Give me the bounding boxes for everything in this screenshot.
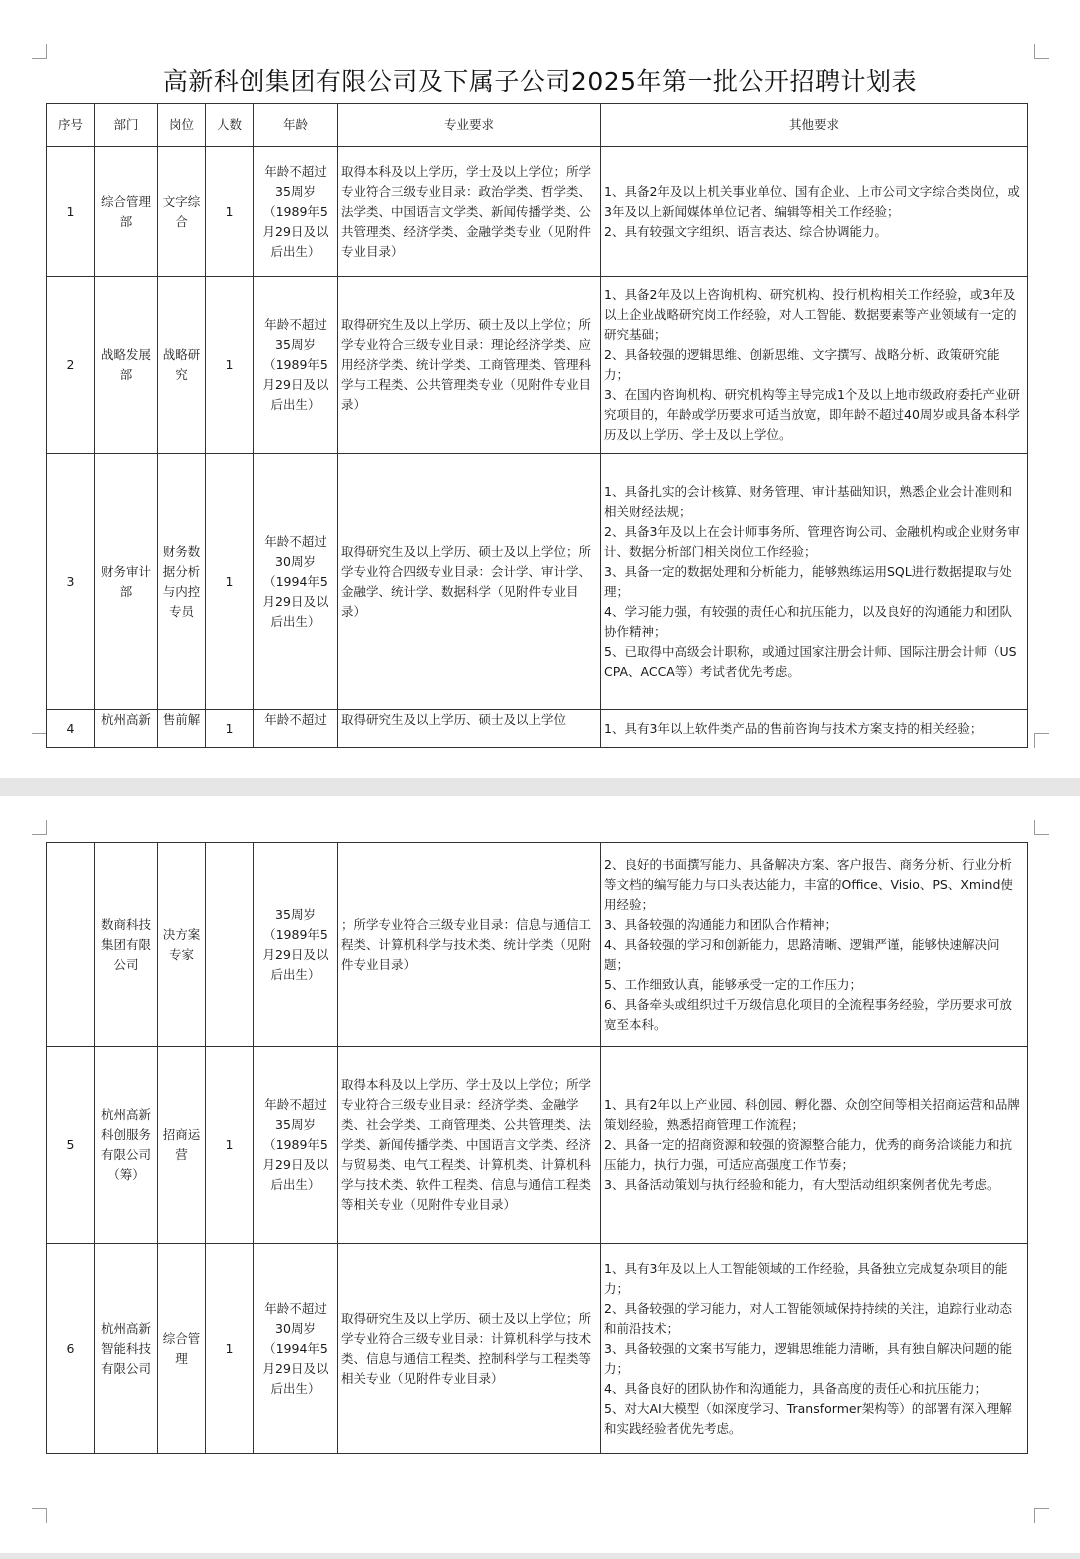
crop-mark xyxy=(1034,44,1049,59)
table-row xyxy=(47,277,1028,454)
crop-mark xyxy=(32,733,47,748)
count-cell: 1 xyxy=(206,1047,254,1244)
requirement-line: 2、具备较强的学习能力，对人工智能领域保持持续的关注，追踪行业动态和前沿技术； xyxy=(604,1300,1012,1336)
table-header-row xyxy=(47,104,1028,147)
other-cell xyxy=(601,710,1028,748)
post-cell: 文字综合 xyxy=(158,147,206,277)
other-cell xyxy=(601,147,1028,277)
major-cell: 取得研究生及以上学历、硕士及以上学位；所学专业符合三级专业目录：计算机科学与技术类、信息与通信工程类、控制科学与工程类等相关专业（见附件专业目录） xyxy=(338,1244,601,1454)
requirement-line: 2、良好的书面撰写能力、具备解决方案、客户报告、商务分析、行业分析等文档的编写能力与口头表达能力，丰富的Office、Visio、PS、Xmind使用经验； xyxy=(604,856,1013,912)
post-cell: 决方案专家 xyxy=(158,843,206,1047)
age-cell: 年龄不超过30周岁（1994年5月29日及以后出生） xyxy=(254,454,338,710)
major-cell: 取得研究生及以上学历、硕士及以上学位；所学专业符合三级专业目录：理论经济学类、应用经济学类、统计学类、工商管理类、管理科学与工程类、公共管理类专业（见附件专业目录） xyxy=(338,277,601,454)
seq-cell xyxy=(47,843,95,1047)
crop-mark xyxy=(32,1508,47,1523)
table-row xyxy=(47,1244,1028,1454)
table-row xyxy=(47,1047,1028,1244)
major-cell: 取得本科及以上学历，学士及以上学位；所学专业符合三级专业目录：政治学类、哲学类、法学类、中国语言文学类、新闻传播学类、公共管理类、经济学类、金融学类专业（见附件专业目录） xyxy=(338,147,601,277)
document-page-1 xyxy=(0,0,1080,778)
count-cell: 1 xyxy=(206,147,254,277)
header-cell: 年龄 xyxy=(254,104,338,147)
requirement-line: 1、具备扎实的会计核算、财务管理、审计基础知识，熟悉企业会计准则和相关财经法规； xyxy=(604,483,1012,519)
age-cell: 年龄不超过35周岁（1989年5月29日及以后出生） xyxy=(254,147,338,277)
seq-cell: 3 xyxy=(47,454,95,710)
other-cell xyxy=(601,454,1028,710)
other-cell xyxy=(601,1047,1028,1244)
other-cell xyxy=(601,277,1028,454)
requirement-line: 4、学习能力强，有较强的责任心和抗压能力，以及良好的沟通能力和团队协作精神； xyxy=(604,603,1012,639)
requirement-line: 3、具备较强的文案书写能力，逻辑思维能力清晰，具有独自解决问题的能力； xyxy=(604,1340,1012,1376)
post-cell: 战略研究 xyxy=(158,277,206,454)
requirement-line: 2、具备一定的招商资源和较强的资源整合能力，优秀的商务洽谈能力和抗压能力，执行力强，可适应高强度工作节奏； xyxy=(604,1137,1012,1172)
requirement-line: 1、具备2年及以上咨询机构、研究机构、投行机构相关工作经验，或3年及以上企业战略研究岗工作经验，对人工智能、数据要素等产业领域有一定的研究基础； xyxy=(604,287,1017,342)
crop-mark xyxy=(32,44,47,59)
header-cell: 其他要求 xyxy=(601,104,1028,147)
recruitment-table xyxy=(46,103,1028,748)
age-cell: 年龄不超过30周岁（1994年5月29日及以后出生） xyxy=(254,1244,338,1454)
requirement-line: 2、具备较强的逻辑思维、创新思维、文字撰写、战略分析、政策研究能力； xyxy=(604,347,1000,382)
requirement-line: 3、具备较强的沟通能力和团队合作精神； xyxy=(604,916,837,932)
count-cell: 1 xyxy=(206,1244,254,1454)
age-cell: 年龄不超过35周岁（1989年5月29日及以后出生） xyxy=(254,277,338,454)
requirement-line: 5、已取得中高级会计职称，或通过国家注册会计师、国际注册会计师（US CPA、ACCA等）考试者优先考虑。 xyxy=(604,643,1017,679)
requirement-line: 3、具备一定的数据处理和分析能力，能够熟练运用SQL进行数据提取与处理； xyxy=(604,563,1012,599)
seq-cell: 4 xyxy=(47,710,95,748)
requirement-line: 2、具有较强文字组织、语言表达、综合协调能力。 xyxy=(604,223,887,239)
table-row xyxy=(47,147,1028,277)
crop-mark xyxy=(32,820,47,835)
table-row xyxy=(47,454,1028,710)
dept-cell: 杭州高新科创服务有限公司（筹） xyxy=(95,1047,158,1244)
header-cell: 人数 xyxy=(206,104,254,147)
post-cell: 售前解 xyxy=(158,710,206,748)
requirement-line: 5、对大AI大模型（如深度学习、Transformer架构等）的部署有深入理解和实践经验者优先考虑。 xyxy=(604,1400,1012,1436)
seq-cell: 6 xyxy=(47,1244,95,1454)
document-page-2 xyxy=(0,796,1080,1553)
seq-cell: 5 xyxy=(47,1047,95,1244)
dept-cell: 综合管理部 xyxy=(95,147,158,277)
requirement-line: 1、具有3年及以上人工智能领域的工作经验，具备独立完成复杂项目的能力； xyxy=(604,1260,1008,1296)
post-cell: 招商运营 xyxy=(158,1047,206,1244)
dept-cell: 杭州高新 xyxy=(95,710,158,748)
requirement-line: 2、具备3年及以上在会计师事务所、管理咨询公司、金融机构或企业财务审计、数据分析部门相关岗位工作经验； xyxy=(604,523,1020,559)
count-cell: 1 xyxy=(206,454,254,710)
other-cell xyxy=(601,843,1028,1047)
requirement-line: 5、工作细致认真，能够承受一定的工作压力； xyxy=(604,976,862,992)
requirement-line: 4、具备良好的团队协作和沟通能力，具备高度的责任心和抗压能力； xyxy=(604,1380,987,1396)
crop-mark xyxy=(1034,733,1049,748)
dept-cell: 数商科技集团有限公司 xyxy=(95,843,158,1047)
count-cell xyxy=(206,843,254,1047)
post-cell: 财务数据分析与内控专员 xyxy=(158,454,206,710)
requirement-line: 4、具备较强的学习和创新能力，思路清晰、逻辑严谨，能够快速解决问题； xyxy=(604,936,1000,972)
header-cell: 岗位 xyxy=(158,104,206,147)
table-row xyxy=(47,710,1028,748)
age-cell: 35周岁（1989年5月29日及以后出生） xyxy=(254,843,338,1047)
dept-cell: 杭州高新智能科技有限公司 xyxy=(95,1244,158,1454)
requirement-line: 6、具备牵头或组织过千万级信息化项目的全流程事务经验，学历要求可放宽至本科。 xyxy=(604,996,1012,1032)
major-cell: 取得研究生及以上学历、硕士及以上学位；所学专业符合四级专业目录：会计学、审计学、金融学、统计学、数据科学（见附件专业目录） xyxy=(338,454,601,710)
post-cell: 综合管理 xyxy=(158,1244,206,1454)
major-cell: 取得本科及以上学历、学士及以上学位；所学专业符合三级专业目录：经济学类、金融学类、社会学类、工商管理类、公共管理类、法学类、新闻传播学类、中国语言文学类、经济与贸易类、电气工程类、计算机类、计算机科学与技术类、软件工程类、信息与通信工程类等相关专业（见附件专业目录） xyxy=(338,1047,601,1244)
major-cell: 取得研究生及以上学历、硕士及以上学位 xyxy=(338,710,601,748)
seq-cell: 2 xyxy=(47,277,95,454)
document-title: 高新科创集团有限公司及下属子公司2025年第一批公开招聘计划表 xyxy=(162,67,918,96)
requirement-line: 1、具有2年以上产业园、科创园、孵化器、众创空间等相关招商运营和品牌策划经验，熟悉招商管理工作流程； xyxy=(604,1097,1020,1132)
table-row xyxy=(47,843,1028,1047)
requirement-line: 1、具有3年以上软件类产品的售前咨询与技术方案支持的相关经验； xyxy=(604,720,983,736)
recruitment-table-continued xyxy=(46,842,1028,1454)
header-cell: 序号 xyxy=(47,104,95,147)
crop-mark xyxy=(1034,1508,1049,1523)
dept-cell: 财务审计部 xyxy=(95,454,158,710)
seq-cell: 1 xyxy=(47,147,95,277)
requirement-line: 3、具备活动策划与执行经验和能力，有大型活动组织案例者优先考虑。 xyxy=(604,1177,1000,1192)
count-cell: 1 xyxy=(206,710,254,748)
crop-mark xyxy=(1034,820,1049,835)
dept-cell: 战略发展部 xyxy=(95,277,158,454)
major-cell: ；所学专业符合三级专业目录：信息与通信工程类、计算机科学与技术类、统计学类（见附件专业目录） xyxy=(338,843,601,1047)
requirement-line: 3、在国内咨询机构、研究机构等主导完成1个及以上地市级政府委托产业研究项目的，年龄或学历要求可适当放宽，即年龄不超过40周岁或具备本科学历及以上学历、学士及以上学位。 xyxy=(604,387,1020,442)
age-cell: 年龄不超过35周岁（1989年5月29日及以后出生） xyxy=(254,1047,338,1244)
age-cell: 年龄不超过 xyxy=(254,710,338,748)
count-cell: 1 xyxy=(206,277,254,454)
other-cell xyxy=(601,1244,1028,1454)
header-cell: 部门 xyxy=(95,104,158,147)
requirement-line: 1、具备2年及以上机关事业单位、国有企业、上市公司文字综合类岗位，或3年及以上新闻媒体单位记者、编辑等相关工作经验； xyxy=(604,183,1020,219)
header-cell: 专业要求 xyxy=(338,104,601,147)
